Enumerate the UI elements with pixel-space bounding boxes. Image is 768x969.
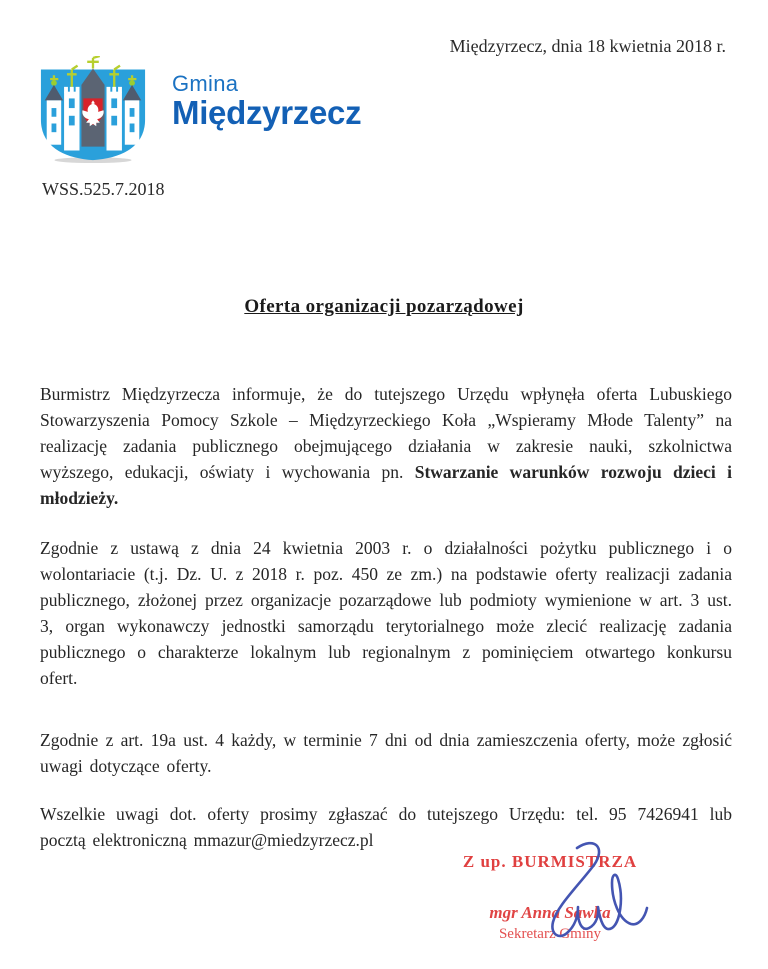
paragraph-objection-period: Zgodnie z art. 19a ust. 4 każdy, w terminie 7 dni od dnia zamieszczenia oferty, może zgłosić uwagi dotyczące oferty.: [40, 730, 732, 776]
logo-text: [172, 72, 361, 131]
paragraph-contact: [40, 801, 732, 853]
logo-org-name: Międzyrzecz: [172, 94, 362, 132]
paragraph-offer-info-text: Burmistrz Międzyrzecza informuje, że do tutejszego Urzędu wpłynęła oferta Lubuskiego Stowarzyszenia Pomocy Szkole – Międzyrzeckiego Koła „Wspieramy Młode Talenty” na realizację zadania publicznego obejmującego działania w zakresie nauki, szkolnictwa wyższego, edukacji, oświaty i wychowania pn.: [40, 384, 732, 482]
contact-email: mmazur@miedzyrzecz.pl: [193, 830, 374, 850]
paragraph-legal-basis: Zgodnie z ustawą z dnia 24 kwietnia 2003 r. o działalności pożytku publicznego i o wolontariacie (t.j. Dz. U. z 2018 r. poz. 450 ze zm.) na podstawie oferty realizacji zadania publicznego, złożonej przez organizacje pozarządowe lub podmioty wymienione w art. 3 ust. 3, organ wykonawczy jednostki samorządu terytorialnego może zlecić realizację zadania publicznego o charakterze lokalnym lub regionalnym z pominięciem otwartego konkursu ofert.: [40, 538, 732, 688]
date-line: Międzyrzecz, dnia 18 kwietnia 2018 r.: [449, 36, 726, 56]
task-title-bold: Stwarzanie warunków rozwoju dzieci i młodzieży.: [40, 462, 732, 508]
header-logo: [34, 56, 361, 164]
signature-signer-role: Sekretarz Gminy: [498, 925, 602, 942]
reference-number: WSS.525.7.2018: [42, 179, 165, 199]
document-title: Oferta organizacji pozarządowej: [244, 296, 524, 317]
signature-signer-name: mgr Anna Sawka: [489, 903, 611, 923]
coat-of-arms-icon: [34, 56, 152, 164]
paragraph-contact-text: Wszelkie uwagi dot. oferty prosimy zgłaszać do tutejszego Urzędu: tel. 95 7426941 lub pocztą elektroniczną: [40, 804, 732, 850]
logo-org-prefix: Gmina: [172, 71, 239, 96]
document-body: [40, 381, 732, 853]
signature-authority-line: Z up. BURMISTRZA: [462, 852, 638, 871]
paragraph-offer-info: [40, 381, 732, 511]
signature-block: [445, 852, 655, 943]
